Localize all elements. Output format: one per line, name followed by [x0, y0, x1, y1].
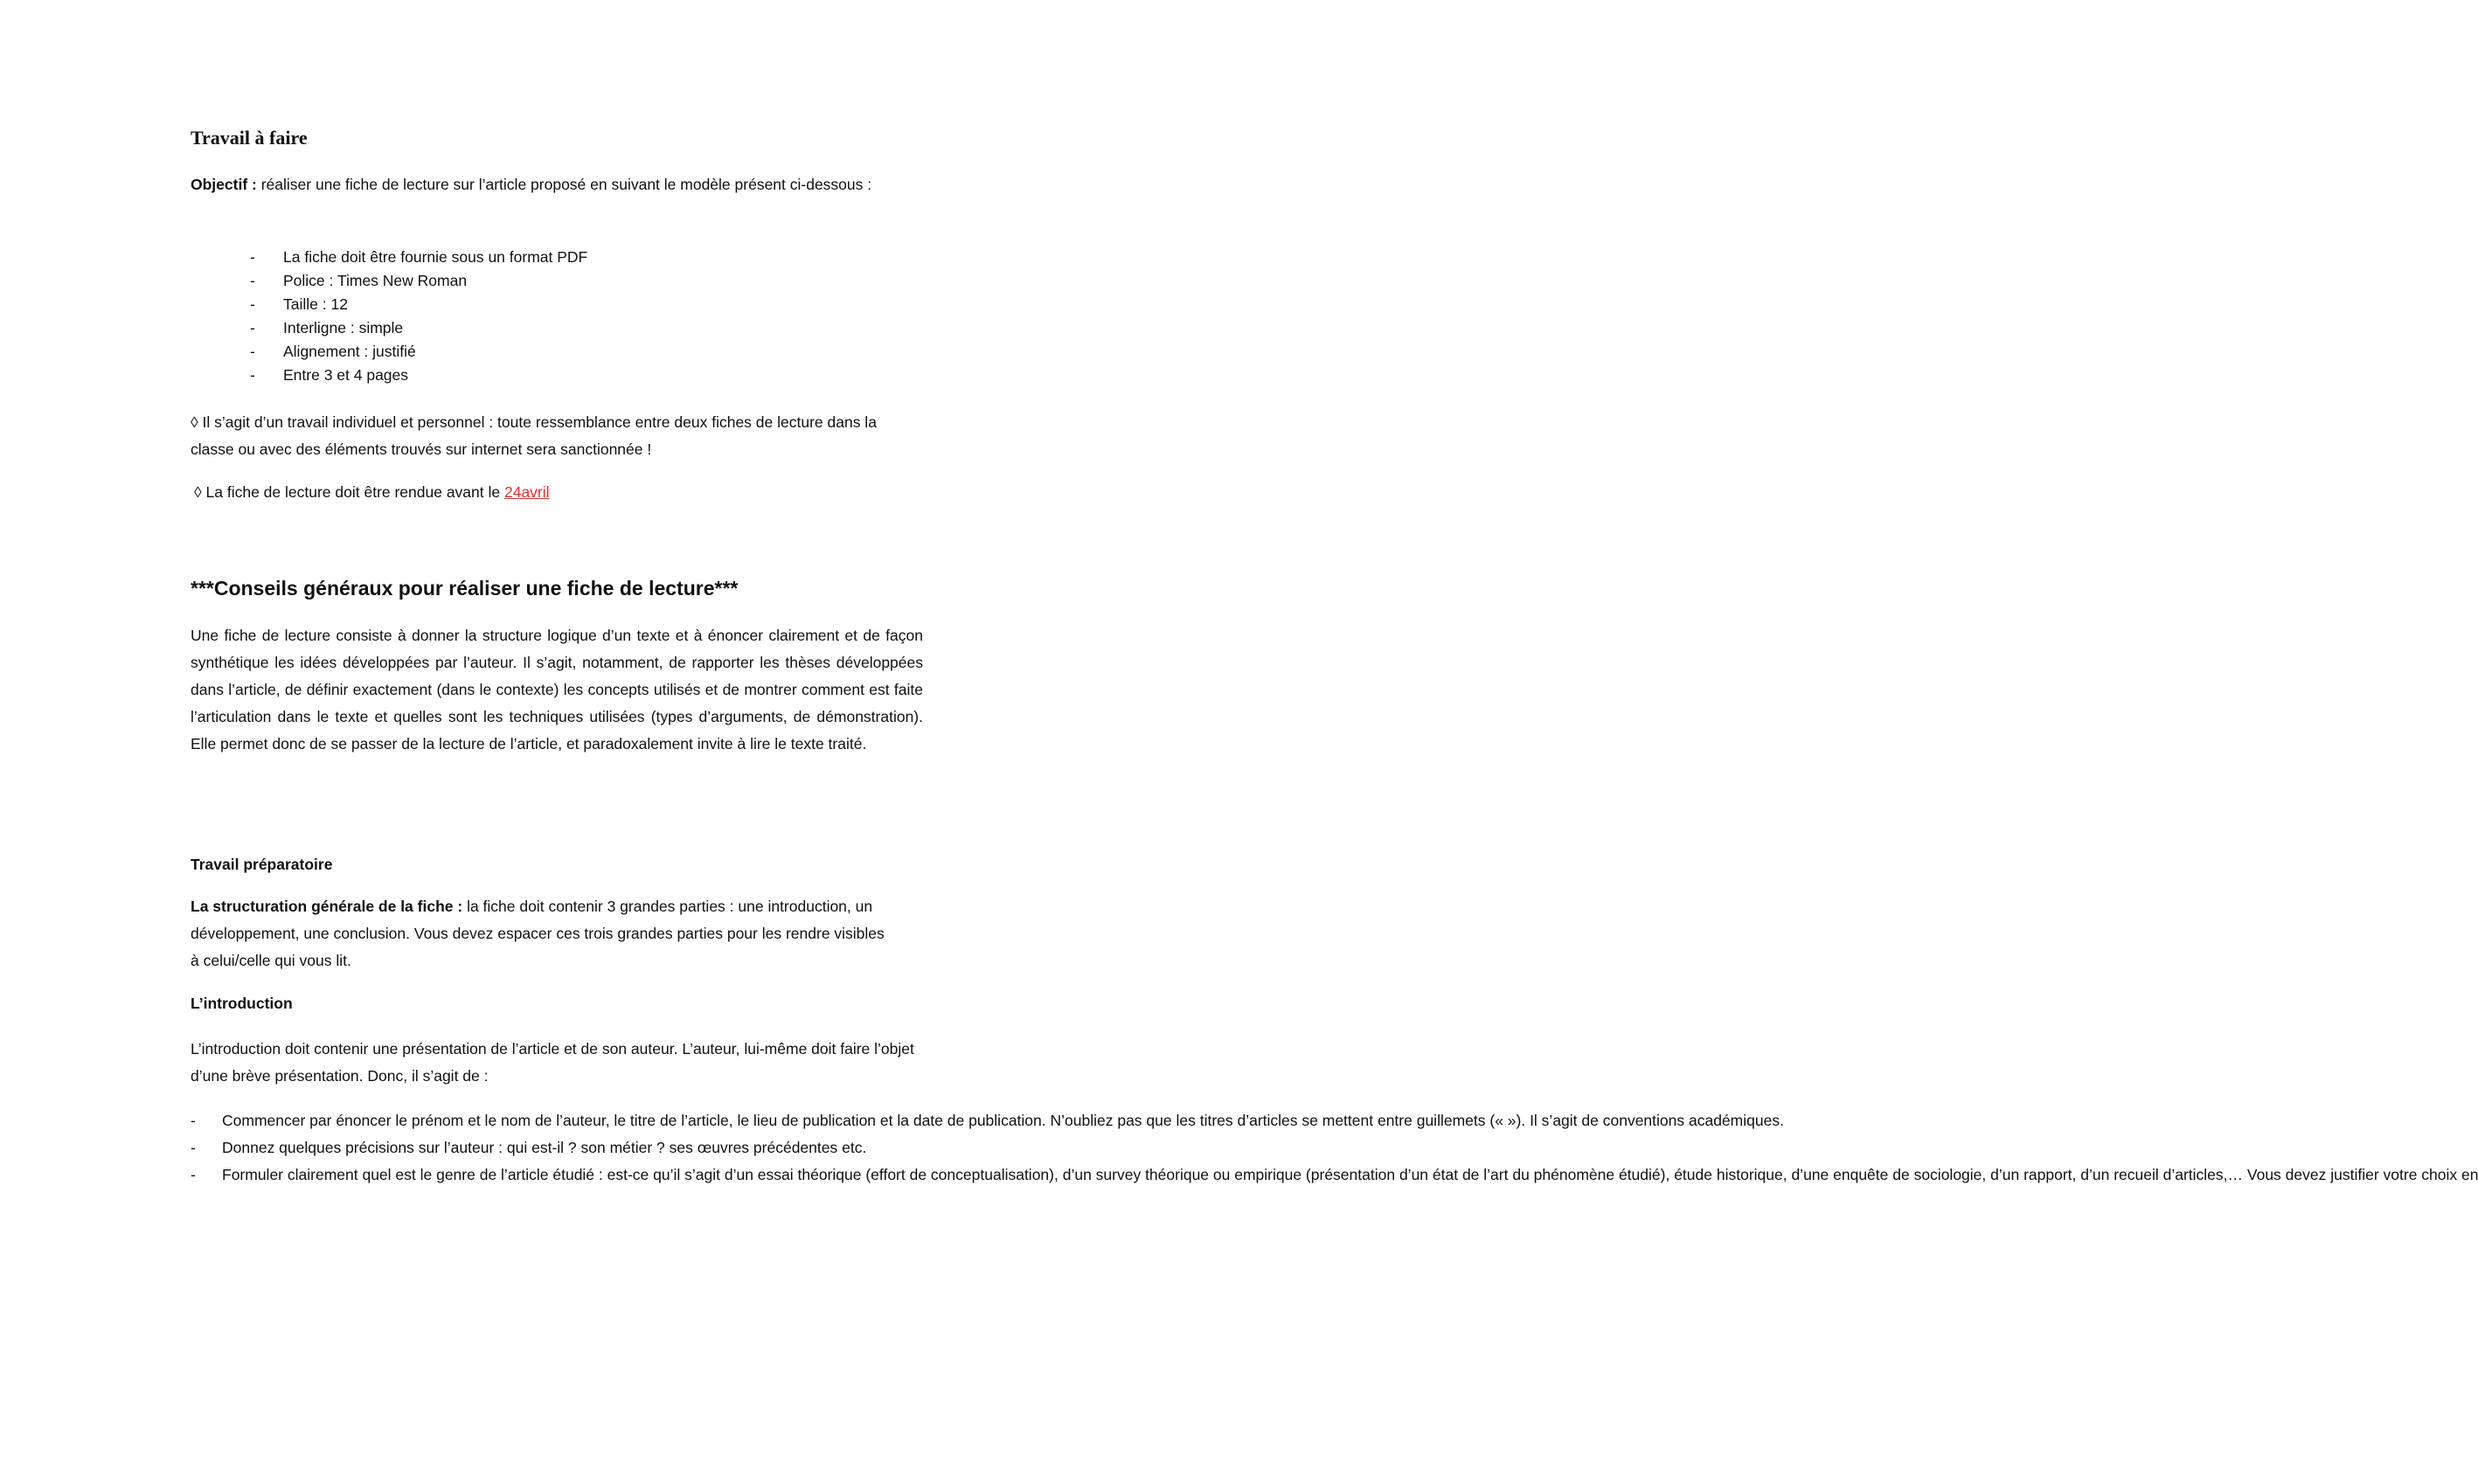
intro-heading: L’introduction [191, 995, 293, 1012]
advice-paragraph: Une fiche de lecture consiste à donner la structure logique d’un texte et à énoncer clairement et de façon synthétique les idées développées par l’auteur. Il s’agit, notamment, de rapporter les thèses développées dans l’article, de définir exactement (dans le contexte) les concepts utilisés et de montrer comment est faite l’articulation dans le texte et quelles sont les techniques utilisées (types d’arguments, de démonstration). Elle permet donc de se passer de la lecture de l’article, et paradoxalement invite à lire le texte traité. [191, 627, 923, 752]
list-item: - Donnez quelques précisions sur l’auteur : qui est-il ? son métier ? ses œuvres précédentes etc. [191, 1134, 925, 1162]
list-item: - Entre 3 et 4 pages [250, 364, 587, 387]
objective-paragraph [191, 171, 899, 198]
individual-work-note: ◊ Il s’agit d’un travail individuel et personnel : toute ressemblance entre deux fiches de lecture dans la classe ou avec des éléments trouvés sur internet sera sanctionnée ! [191, 413, 877, 458]
requirements-list [250, 246, 587, 387]
structuring-text: la fiche doit contenir 3 grandes parties : une introduction, un développement, une conclusion. Vous devez espacer ces trois grandes parties pour les rendre visibles à celui/celle qui vous lit. [191, 898, 885, 969]
deadline-text: ◊ La fiche de lecture doit être rendue avant le [194, 483, 504, 501]
list-item: - Commencer par énoncer le prénom et le nom de l’auteur, le titre de l’article, le lieu de publication et la date de publication. N’oubliez pas que les titres d’articles se mettent entre guillemets (« »). Il s’agit de conventions académiques. [191, 1107, 925, 1134]
list-item: - Police : Times New Roman [250, 269, 587, 293]
objective-text: réaliser une fiche de lecture sur l’article proposé en suivant le modèle présent ci-dessous : [256, 176, 872, 193]
structuring-paragraph [191, 893, 890, 974]
list-item: - La fiche doit être fournie sous un format PDF [250, 246, 587, 269]
objective-label: Objectif : [191, 176, 257, 193]
list-item: - Alignement : justifié [250, 340, 587, 364]
list-item: - Interligne : simple [250, 316, 587, 340]
list-item: - Taille : 12 [250, 293, 587, 316]
deadline-date: 24avril [503, 483, 550, 501]
structuring-label: La structuration générale de la fiche : [191, 898, 463, 915]
intro-paragraph: L’introduction doit contenir une présentation de l’article et de son auteur. L’auteur, lui-même doit faire l’objet d’une brève présentation. Donc, il s’agit de : [191, 1040, 914, 1085]
list-item: - Formuler clairement quel est le genre de l’article étudié : est-ce qu’il s’agit d’un essai théorique (effort de conceptualisation), d’un survey théorique ou empirique (présentation d’un état de l’art du phénomène étudié), étude historique, d’une enquête de sociologie, d’un rapport, d’un recueil d’articles,… Vous devez justifier votre choix en [191, 1162, 925, 1189]
advice-heading: ***Conseils généraux pour réaliser une fiche de lecture*** [191, 577, 739, 600]
prep-heading: Travail préparatoire [191, 856, 333, 873]
deadline-note [194, 479, 550, 506]
page-title: Travail à faire [191, 127, 308, 149]
intro-steps-list [191, 1107, 2478, 1189]
